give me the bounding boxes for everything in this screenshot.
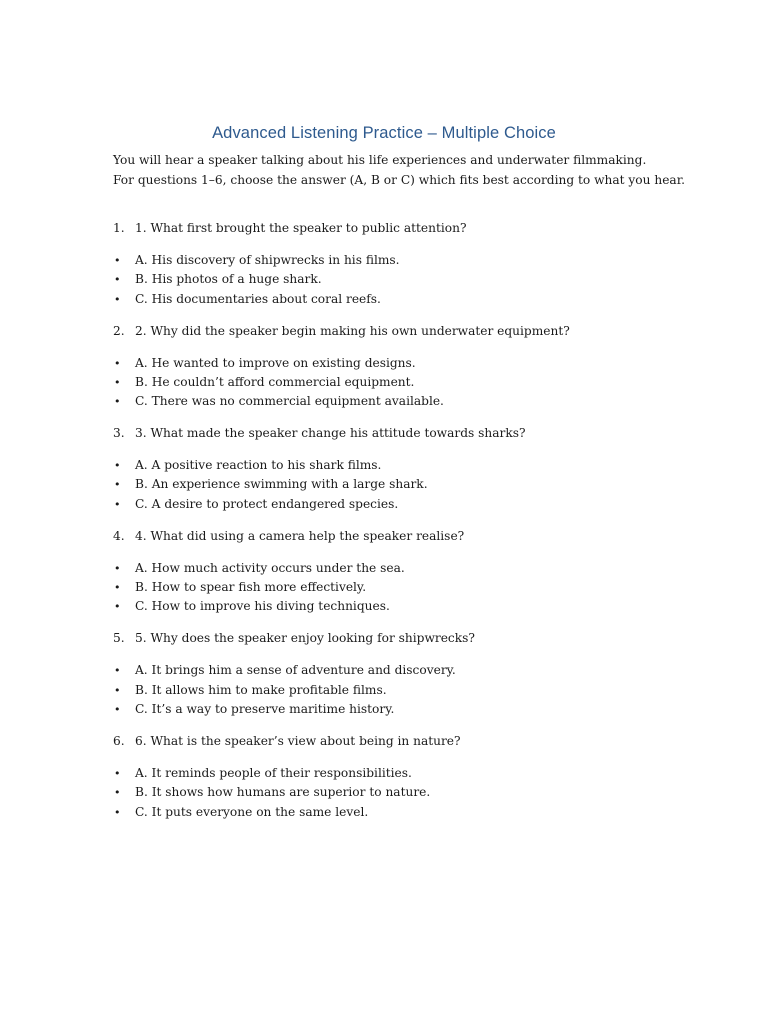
- option-c: [113, 597, 405, 616]
- option-text: A. It brings him a sense of adventure and discovery.: [135, 663, 456, 678]
- option-text: B. It allows him to make profitable films.: [135, 682, 387, 697]
- option-a: [113, 456, 428, 475]
- bullet-icon: •: [114, 561, 121, 575]
- question-list: [113, 219, 733, 835]
- question-text: [113, 219, 467, 238]
- bullet-icon: •: [114, 478, 121, 492]
- option-text: C. There was no commercial equipment available.: [135, 394, 444, 409]
- option-a: [113, 559, 405, 578]
- question-text: [113, 629, 475, 648]
- option-b: [113, 578, 405, 597]
- instructions: [113, 150, 733, 190]
- question-4: [113, 527, 733, 630]
- option-b: [113, 475, 428, 494]
- bullet-icon: •: [114, 766, 121, 780]
- question-number: 6.: [113, 733, 125, 748]
- instruction-line-2: For questions 1–6, choose the answer (A, B or C) which fits best according to what you hear.: [113, 173, 686, 187]
- question-text: [113, 424, 526, 443]
- bullet-icon: •: [114, 356, 121, 370]
- option-text: B. An experience swimming with a large shark.: [135, 477, 428, 492]
- option-list: [113, 559, 405, 617]
- question-text: [113, 527, 464, 546]
- question-prompt: 1. What first brought the speaker to public attention?: [135, 221, 467, 235]
- option-b: [113, 783, 430, 802]
- option-text: B. How to spear fish more effectively.: [135, 580, 367, 595]
- question-1: [113, 219, 733, 322]
- option-c: [113, 803, 430, 822]
- question-number: 2.: [113, 323, 125, 338]
- question-prompt: 3. What made the speaker change his attitude towards sharks?: [135, 426, 526, 441]
- option-a: [113, 354, 444, 373]
- option-text: A. His discovery of shipwrecks in his films.: [135, 253, 400, 267]
- option-list: [113, 764, 430, 822]
- option-text: B. He couldn’t afford commercial equipment.: [135, 374, 415, 389]
- question-prompt: 2. Why did the speaker begin making his own underwater equipment?: [135, 323, 570, 338]
- bullet-icon: •: [114, 375, 121, 389]
- option-text: B. It shows how humans are superior to nature.: [135, 785, 431, 800]
- option-b: [113, 270, 400, 289]
- question-prompt: 4. What did using a camera help the speaker realise?: [135, 528, 465, 543]
- question-text: [113, 732, 461, 751]
- bullet-icon: •: [114, 497, 121, 511]
- bullet-icon: •: [114, 581, 121, 595]
- bullet-icon: •: [114, 702, 121, 716]
- option-text: A. How much activity occurs under the sea.: [135, 560, 405, 575]
- option-text: C. A desire to protect endangered species.: [135, 496, 399, 511]
- bullet-icon: •: [114, 664, 121, 678]
- option-text: C. It’s a way to preserve maritime history.: [135, 701, 395, 716]
- option-c: [113, 700, 456, 719]
- option-b: [113, 681, 456, 700]
- question-prompt: 5. Why does the speaker enjoy looking for shipwrecks?: [135, 631, 475, 646]
- option-c: [113, 495, 428, 514]
- question-prompt: 6. What is the speaker’s view about being in nature?: [135, 733, 461, 748]
- option-text: A. It reminds people of their responsibilities.: [135, 765, 412, 780]
- bullet-icon: •: [114, 459, 121, 473]
- option-c: [113, 290, 400, 309]
- question-2: [113, 322, 733, 425]
- document-title: Advanced Listening Practice – Multiple Choice: [212, 124, 556, 142]
- option-text: C. It puts everyone on the same level.: [135, 804, 369, 819]
- bullet-icon: •: [114, 600, 121, 614]
- question-5: [113, 629, 733, 732]
- question-number: 3.: [113, 426, 125, 441]
- question-number: 4.: [113, 528, 125, 543]
- bullet-icon: •: [114, 786, 121, 800]
- option-list: [113, 661, 456, 719]
- option-list: [113, 354, 444, 412]
- bullet-icon: •: [114, 273, 121, 287]
- bullet-icon: •: [114, 254, 121, 267]
- option-a: [113, 764, 430, 783]
- bullet-icon: •: [114, 395, 121, 409]
- question-number: 1.: [113, 221, 125, 235]
- option-text: A. He wanted to improve on existing designs.: [135, 355, 416, 370]
- question-3: [113, 424, 733, 527]
- option-list: [113, 456, 428, 514]
- option-text: A. A positive reaction to his shark films.: [135, 458, 382, 473]
- question-6: [113, 732, 733, 835]
- option-a: [113, 251, 400, 270]
- option-text: B. His photos of a huge shark.: [135, 272, 322, 287]
- option-text: C. His documentaries about coral reefs.: [135, 291, 381, 306]
- instruction-line-1: You will hear a speaker talking about his life experiences and underwater filmmaking.: [113, 153, 647, 167]
- bullet-icon: •: [114, 292, 121, 306]
- option-c: [113, 392, 444, 411]
- question-text: [113, 322, 570, 341]
- bullet-icon: •: [114, 805, 121, 819]
- option-a: [113, 661, 456, 680]
- option-b: [113, 373, 444, 392]
- question-number: 5.: [113, 631, 125, 646]
- option-list: [113, 251, 400, 309]
- bullet-icon: •: [114, 683, 121, 697]
- option-text: C. How to improve his diving techniques.: [135, 599, 390, 614]
